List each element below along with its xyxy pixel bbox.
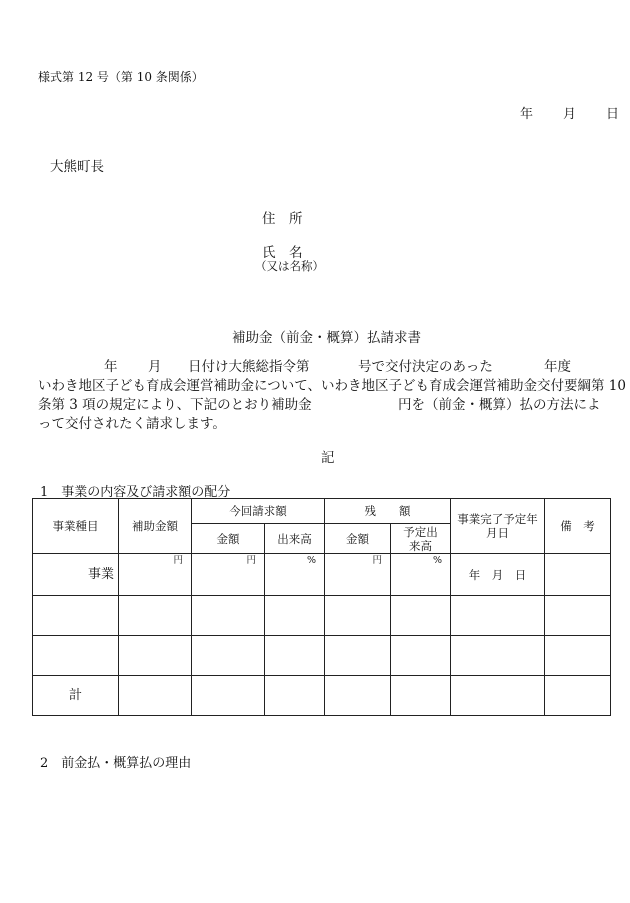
header-current-request: 今回請求額 [192,499,325,524]
table-cell [33,596,119,636]
header-completion-date: 事業完了予定年月日 [451,499,545,554]
table-cell [325,636,391,676]
body-line-4: って交付されたく請求します。 [38,416,226,432]
table-cell [192,596,265,636]
cell-remaining-amount [325,554,391,596]
body-line-3-part1: 条第 3 項の規定により、下記のとおり補助金 [38,397,312,413]
row-project-text: 事業 [87,566,114,582]
cell-current-progress [265,554,325,596]
table-cell [325,596,391,636]
table-cell [192,636,265,676]
row-total-label: 計 [33,676,119,716]
cell-current-amount [192,554,265,596]
cell-remarks [545,554,611,596]
date-day: 日 [606,107,620,122]
date-line [520,103,619,122]
name-label: 氏 名 [262,245,303,261]
document-title: 補助金（前金・概算）払請求書 [232,330,421,346]
unit-yen: 円 [173,555,183,566]
header-planned-progress: 予定出来高 [391,524,451,554]
table-cell [119,596,192,636]
body-year: 年 [104,359,118,375]
body-line-3 [38,396,616,415]
section-1-heading: 1 事業の内容及び請求額の配分 [40,485,231,500]
body-month: 月 [148,359,162,375]
cell-subsidy-amount [119,554,192,596]
body-date-suffix: 日付け大熊総指令第 [188,359,310,375]
ki-marker: 記 [321,450,335,466]
body-line-1 [38,358,616,377]
body-number-suffix: 号で交付決定のあった [358,359,493,375]
header-remarks: 備 考 [545,499,611,554]
header-remaining-amount: 金額 [325,524,391,554]
table-cell [119,676,192,716]
body-fiscal-year: 年度 [544,359,571,375]
body-line-3-part2: 円を（前金・概算）払の方法によ [398,397,601,413]
date-month: 月 [563,107,577,122]
table-cell [33,636,119,676]
table-cell [391,636,451,676]
table-cell [325,676,391,716]
cell-completion-date: 年 月 日 [451,554,545,596]
body-line-2: いわき地区子ども育成会運営補助金について、いわき地区子ども育成会運営補助金交付要綱第 10 [38,378,626,394]
table-cell [192,676,265,716]
recipient: 大熊町長 [50,159,104,175]
unit-yen: 円 [372,555,382,566]
table-cell [451,636,545,676]
name-sub-label: （又は名称） [255,259,324,273]
table-cell [265,636,325,676]
address-label: 住 所 [262,211,303,227]
date-year: 年 [520,107,534,122]
unit-percent: % [306,555,316,566]
table-cell [265,676,325,716]
table-cell [391,596,451,636]
row-project-label [33,554,119,596]
header-project-type: 事業種目 [33,499,119,554]
cell-planned-progress [391,554,451,596]
table-cell [451,676,545,716]
allocation-table [32,498,611,716]
table-cell [545,596,611,636]
header-subsidy-amount: 補助金額 [119,499,192,554]
table-cell [391,676,451,716]
unit-yen: 円 [246,555,256,566]
table-cell [545,636,611,676]
body-paragraph [38,358,626,434]
table-cell [545,676,611,716]
table-cell [451,596,545,636]
form-number: 様式第 12 号（第 10 条関係） [38,70,204,84]
unit-percent: % [432,555,442,566]
header-remaining: 残 額 [325,499,451,524]
header-current-progress: 出来高 [265,524,325,554]
table-cell [119,636,192,676]
table-cell [265,596,325,636]
section-2-heading: 2 前金払・概算払の理由 [40,756,192,771]
header-current-amount: 金額 [192,524,265,554]
